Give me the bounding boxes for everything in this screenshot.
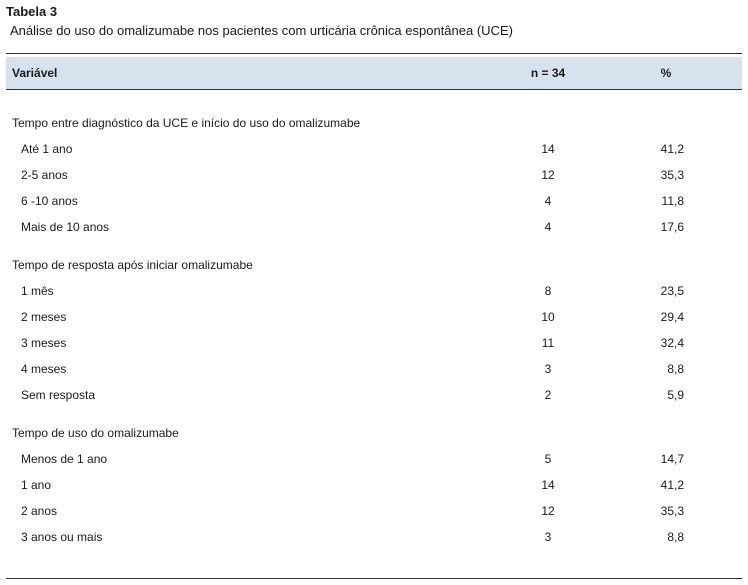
row-label: 4 meses (21, 362, 67, 376)
section-title: Tempo de resposta após iniciar omalizumabe (12, 258, 253, 272)
row-count: 2 (544, 388, 552, 402)
row-percent: 23,5 (660, 284, 684, 298)
row-percent: 11,8 (661, 194, 684, 208)
row-label: 1 mês (21, 284, 54, 298)
header-n: n = 34 (530, 66, 566, 80)
table-label: Tabela 3 (6, 4, 58, 19)
row-percent: 17,6 (660, 220, 684, 234)
row-count: 4 (544, 220, 552, 234)
row-percent: 14,7 (660, 452, 684, 466)
top-rule (6, 53, 742, 54)
row-label: Até 1 ano (21, 142, 73, 156)
row-label: Menos de 1 ano (21, 452, 108, 466)
row-count: 11 (541, 336, 555, 350)
row-count: 12 (541, 504, 555, 518)
row-percent: 35,3 (660, 504, 684, 518)
row-percent: 32,4 (660, 336, 684, 350)
row-percent: 41,2 (660, 478, 684, 492)
section-row (6, 406, 742, 440)
section-title: Tempo entre diagnóstico da UCE e início do uso do omalizumabe (12, 116, 361, 130)
row-count: 12 (541, 168, 555, 182)
row-label: 6 -10 anos (21, 194, 78, 208)
table-row (6, 290, 742, 324)
row-label: 3 anos ou mais (21, 530, 103, 544)
table-row (6, 174, 742, 208)
row-count: 10 (541, 310, 555, 324)
section-title: Tempo de uso do omalizumabe (12, 426, 179, 440)
row-percent: 8,8 (667, 530, 684, 544)
table-row (6, 432, 742, 466)
section-row (6, 238, 742, 272)
table-body (6, 96, 742, 544)
table-row (6, 510, 742, 544)
row-count: 8 (544, 284, 552, 298)
row-label: 1 ano (21, 478, 52, 492)
table-row (6, 368, 742, 402)
table-title: Análise do uso do omalizumabe nos pacientes com urticária crônica espontânea (UCE) (10, 23, 513, 38)
row-count: 14 (541, 478, 555, 492)
table-row (6, 458, 742, 492)
row-count: 5 (544, 452, 552, 466)
row-percent: 41,2 (660, 142, 684, 156)
row-count: 3 (544, 362, 552, 376)
table-row (6, 484, 742, 518)
table-row (6, 200, 742, 234)
table-header (6, 57, 742, 90)
row-count: 14 (541, 142, 555, 156)
header-percent: % (660, 66, 672, 80)
bottom-rule (6, 578, 742, 579)
row-count: 3 (544, 530, 552, 544)
row-percent: 8,8 (667, 362, 684, 376)
row-percent: 35,3 (660, 168, 684, 182)
row-percent: 5,9 (667, 388, 684, 402)
row-label: Sem resposta (21, 388, 96, 402)
row-label: Mais de 10 anos (21, 220, 110, 234)
section-row (6, 96, 742, 130)
table-row (6, 316, 742, 350)
row-count: 4 (544, 194, 552, 208)
table-row (6, 264, 742, 298)
table-row (6, 122, 742, 156)
row-label: 2-5 anos (21, 168, 68, 182)
row-percent: 29,4 (660, 310, 684, 324)
row-label: 2 meses (21, 310, 67, 324)
header-variable: Variável (12, 66, 58, 80)
row-label: 3 meses (21, 336, 67, 350)
table-row (6, 342, 742, 376)
row-label: 2 anos (21, 504, 58, 518)
table-row (6, 148, 742, 182)
